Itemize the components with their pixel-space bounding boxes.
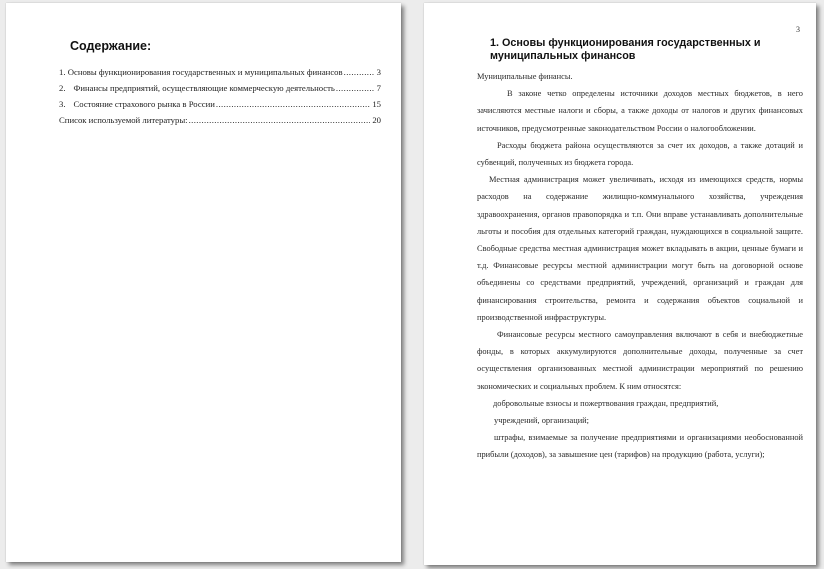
toc-entry-title: Финансы предприятий, осуществляющие коммерческую деятельность <box>73 83 335 93</box>
toc-leader-dots <box>336 80 375 96</box>
paragraph: В законе четко определены источники доходов местных бюджетов, в него зачисляются местные налоги и сборы, а также доходы от налогов и других финансовых источников, предусмотренные законодательством России о налогообложении. <box>477 89 803 133</box>
toc-entry-page: 15 <box>372 99 381 109</box>
list-item: добровольные взносы и пожертвования граждан, предприятий, <box>493 398 719 408</box>
body-text <box>477 68 803 464</box>
toc-entry-number: 3. <box>59 99 66 109</box>
toc-leader-dots <box>344 64 375 80</box>
toc-entry[interactable] <box>59 64 381 80</box>
toc-entry[interactable] <box>59 80 381 96</box>
toc-entry-page: 7 <box>376 83 381 93</box>
toc-entry[interactable] <box>59 96 381 112</box>
toc-entry-title: Состояние страхового рынка в России <box>73 99 215 109</box>
toc-entry-title: Основы функционирования государственных и муниципальных финансов <box>67 67 343 77</box>
toc-leader-dots <box>189 112 371 128</box>
toc-entry-page: 3 <box>376 67 381 77</box>
section-heading-line: муниципальных финансов <box>490 49 636 62</box>
list-item: штрафы, взимаемые за получение предприятиями и организациями необоснованной прибыли (доходов), за завышение цен (тарифов) на продукцию (работа, услуги); <box>477 433 803 460</box>
toc-entry-number: 1. <box>59 67 66 77</box>
table-of-contents <box>59 64 381 128</box>
page-number: 3 <box>796 25 800 34</box>
toc-heading: Содержание: <box>70 39 152 53</box>
paragraph: Финансовые ресурсы местного самоуправления включают в себя и внебюджетные фонды, в которых аккумулируются дополнительные доходы, полученные за счет осуществления организованных местной администрации мероприятий по решению экономических и социальных проблем. К ним относятся: <box>477 330 803 391</box>
list-item: учреждений, организаций; <box>494 416 589 426</box>
document-page-left <box>6 3 401 562</box>
paragraph: Муниципальные финансы. <box>477 72 573 81</box>
document-page-right <box>424 3 816 565</box>
toc-entry-title: Список используемой литературы: <box>59 115 188 125</box>
toc-entry-page: 20 <box>372 115 381 125</box>
paragraph: Расходы бюджета района осуществляются за счет их доходов, а также дотаций и субвенций, полученных из бюджета города. <box>477 140 803 168</box>
section-heading <box>490 37 780 62</box>
paragraph: Местная администрация может увеличивать, исходя из имеющихся средств, нормы расходов на содержание жилищно-коммунального хозяйства, учреждения здравоохранения, органов правопорядка и т.п. Они вправе устанавливать дополнительные льготы и пособия для отдельных категорий граждан, нуждающихся в социальной защите. Свободные средства местная администрация может вкладывать в акции, ценные бумаги и т.д. Финансовые ресурсы местной администрации могут быть на договорной основе объединены со средствами предприятий, учреждений, организаций и граждан для финансирования строительства, ремонта и содержания объектов социальной и производственной инфраструктуры. <box>477 175 803 322</box>
toc-leader-dots <box>216 96 370 112</box>
toc-entry-number: 2. <box>59 83 66 93</box>
section-heading-line: 1. Основы функционирования государственных и <box>490 37 761 49</box>
toc-entry[interactable] <box>59 112 381 128</box>
